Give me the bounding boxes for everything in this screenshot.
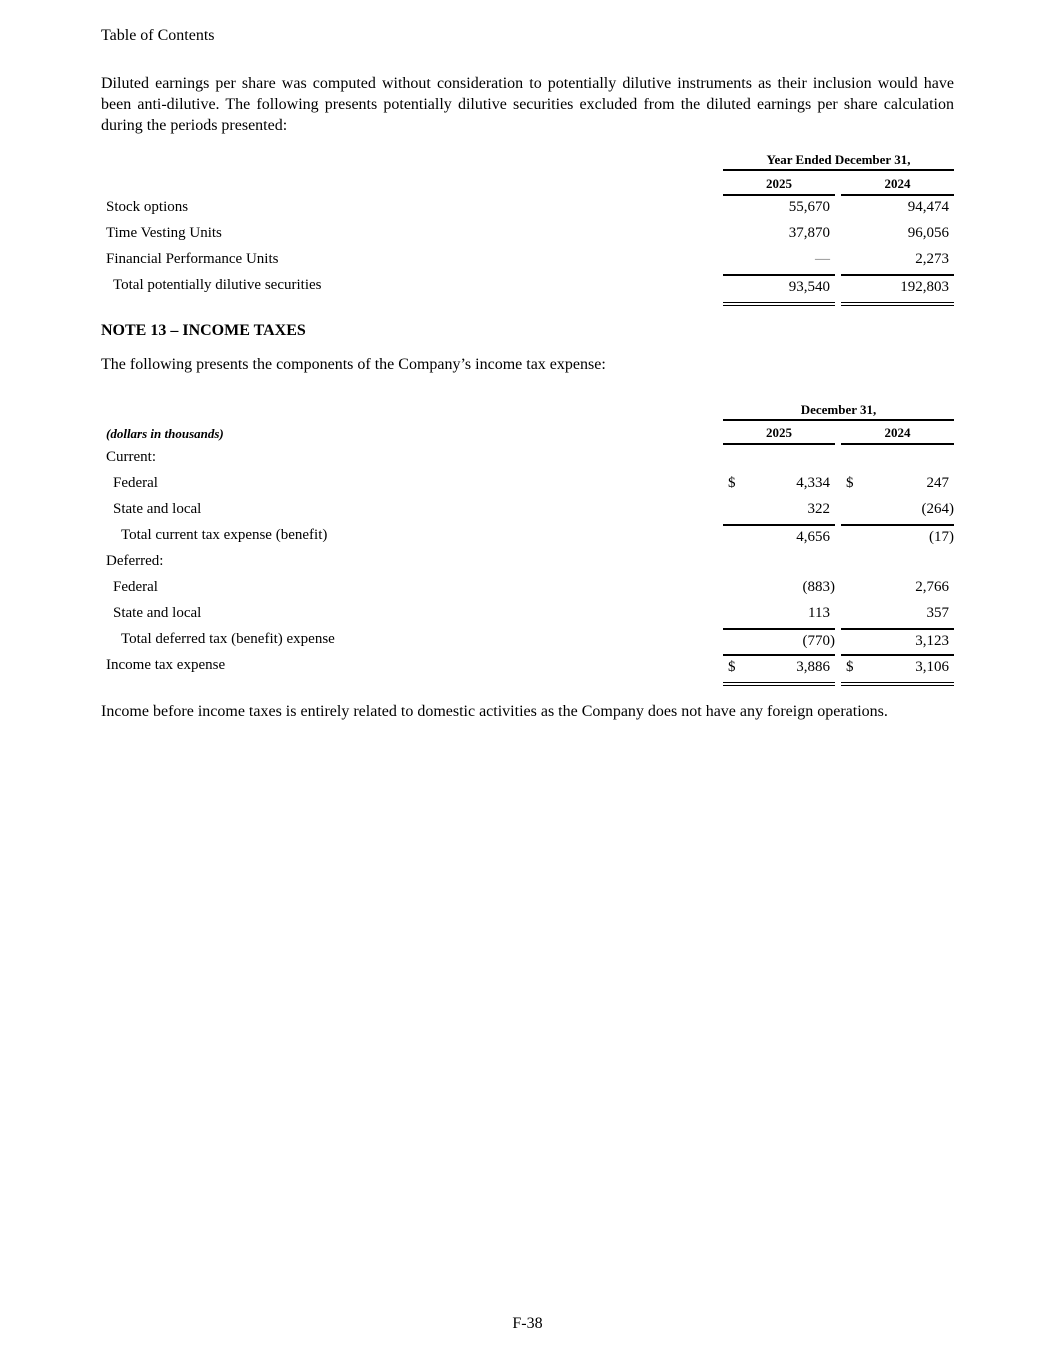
value-2024: (17) [929, 529, 954, 545]
value-2024: 357 [926, 605, 949, 621]
value-2024: 94,474 [907, 199, 949, 215]
dilutive-intro-paragraph: Diluted earnings per share was computed without consideration to potentially dilutive instruments as their inclusion would have been anti-dilutive. The following presents potentially dilutive securities excluded from the diluted earnings per share calculation during the periods presented: [101, 75, 954, 134]
row-label: Federal [113, 475, 158, 491]
row-label: State and local [113, 605, 202, 621]
value-2025: (883) [802, 579, 835, 595]
row-label: Time Vesting Units [106, 225, 222, 241]
row-label: Total current tax expense (benefit) [121, 527, 328, 543]
table-row [101, 602, 954, 628]
table-row [101, 472, 954, 498]
row-label: State and local [113, 501, 202, 517]
tax-col-header-2024: 2024 [841, 423, 954, 445]
units-label: (dollars in thousands) [106, 426, 224, 441]
value-2025: 322 [807, 501, 830, 517]
table-row-total [101, 274, 954, 300]
currency-symbol: $ [728, 659, 736, 675]
value-2025: 3,886 [796, 659, 830, 675]
value-2025: 113 [808, 605, 830, 621]
currency-symbol: $ [846, 475, 854, 491]
value-2025: 55,670 [788, 199, 830, 215]
row-label: Deferred: [106, 553, 164, 569]
table-row-section-deferred [101, 550, 954, 576]
value-2024: 192,803 [900, 279, 949, 295]
closing-paragraph: Income before income taxes is entirely related to domestic activities as the Company does not have any foreign operations. [101, 703, 888, 720]
row-label: Financial Performance Units [106, 251, 279, 267]
value-2024: 96,056 [907, 225, 949, 241]
dilutive-table-group-header: Year Ended December 31, [723, 152, 954, 171]
row-label: Total potentially dilutive securities [113, 277, 322, 293]
value-2025: 4,656 [796, 529, 830, 545]
note-13-heading: NOTE 13 – INCOME TAXES [101, 322, 306, 339]
tax-table-group-header: December 31, [723, 402, 954, 421]
dilutive-col-header-2024: 2024 [841, 174, 954, 196]
table-row [101, 196, 954, 222]
value-2024: 2,766 [915, 579, 949, 595]
value-2025: 4,334 [796, 475, 830, 491]
table-row-section-current [101, 446, 954, 472]
table-row-subtotal [101, 628, 954, 654]
row-label: Stock options [106, 199, 189, 215]
table-row [101, 498, 954, 524]
value-2024: 3,123 [915, 633, 949, 649]
value-2025: 37,870 [788, 225, 830, 241]
table-row [101, 222, 954, 248]
value-2025: — [815, 251, 830, 267]
page-number: F-38 [512, 1315, 543, 1332]
row-label: Total deferred tax (benefit) expense [121, 631, 335, 647]
value-2025: (770) [802, 633, 835, 649]
dilutive-col-header-2025: 2025 [723, 174, 835, 196]
income-tax-intro-paragraph: The following presents the components of the Company’s income tax expense: [101, 356, 606, 373]
value-2024: 3,106 [915, 659, 949, 675]
row-label: Income tax expense [106, 657, 226, 673]
value-2025: 93,540 [788, 279, 830, 295]
value-2024: 2,273 [915, 251, 949, 267]
table-of-contents-link[interactable]: Table of Contents [101, 27, 215, 44]
currency-symbol: $ [728, 475, 736, 491]
value-2024: 247 [926, 475, 949, 491]
table-row-subtotal [101, 524, 954, 550]
table-row [101, 248, 954, 274]
tax-col-header-2025: 2025 [723, 423, 835, 445]
currency-symbol: $ [846, 659, 854, 675]
value-2024: (264) [921, 501, 954, 517]
table-row-total [101, 654, 954, 680]
table-row [101, 576, 954, 602]
row-label: Current: [106, 449, 156, 465]
row-label: Federal [113, 579, 158, 595]
